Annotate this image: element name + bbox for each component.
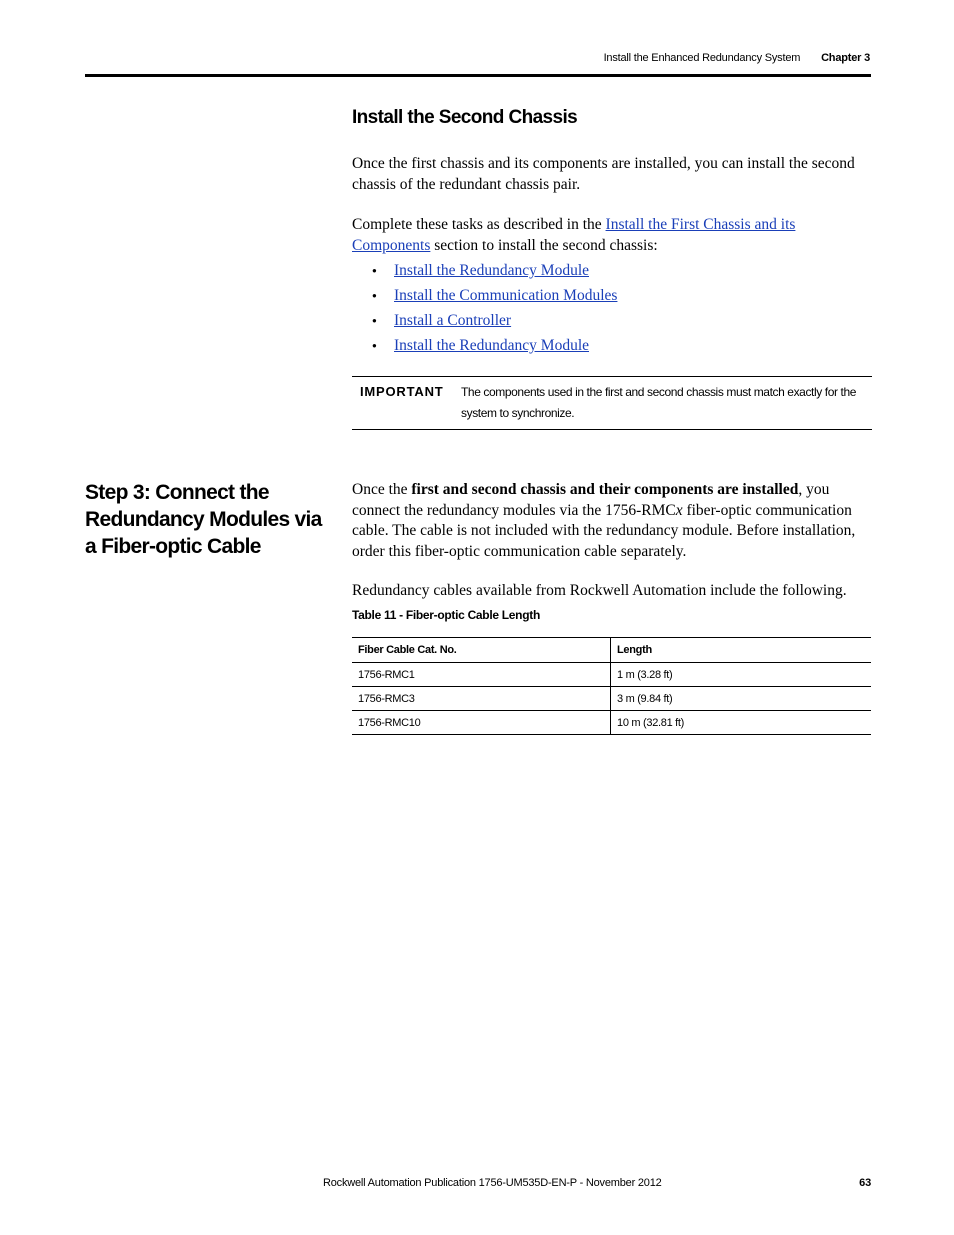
table-row xyxy=(352,663,871,687)
connect-text-a: Once the xyxy=(352,481,412,498)
connect-text-italic: x xyxy=(675,501,683,519)
connect-text-bold: first and second chassis and their components are installed xyxy=(411,481,799,498)
connect-text-c: fiber-optic communication cable. The cable is not included with the redundancy module. Before installation, order this fiber-optic communication cable separately. xyxy=(352,501,856,560)
tasks-text-post: section to install the second chassis: xyxy=(430,236,658,254)
table-header-row xyxy=(352,638,871,663)
page-number: 63 xyxy=(859,1177,871,1189)
table-row xyxy=(352,711,871,735)
task-list xyxy=(372,261,617,361)
important-label: IMPORTANT xyxy=(360,384,444,399)
table-row xyxy=(352,687,871,711)
link-install-first-chassis[interactable]: Install the First Chassis and its Components xyxy=(352,216,796,254)
section-heading-step-3: Step 3: Connect the Redundancy Modules via a Fiber-optic Cable xyxy=(85,481,322,558)
column-header-cat-no: Fiber Cable Cat. No. xyxy=(352,638,611,663)
cell-cat-no: 1756-RMC3 xyxy=(352,687,611,711)
cable-length-table xyxy=(352,637,871,735)
paragraph-connect xyxy=(352,480,874,562)
column-header-length: Length xyxy=(611,638,872,663)
cell-length: 1 m (3.28 ft) xyxy=(611,663,872,687)
list-item xyxy=(372,261,617,286)
important-text: The components used in the first and second chassis must match exactly for the system to synchronize. xyxy=(461,385,857,420)
link-install-redundancy-module-2[interactable]: Install the Redundancy Module xyxy=(394,337,589,354)
list-item xyxy=(372,286,617,311)
section-heading-install-second-chassis: Install the Second Chassis xyxy=(352,107,578,128)
link-install-communication-modules[interactable]: Install the Communication Modules xyxy=(394,287,618,304)
header-title: Install the Enhanced Redundancy System xyxy=(603,52,801,64)
footer-publication: Rockwell Automation Publication 1756-UM535D-EN-P - November 2012 xyxy=(323,1177,662,1189)
cell-cat-no: 1756-RMC1 xyxy=(352,663,611,687)
tasks-text-pre: Complete these tasks as described in the xyxy=(352,216,606,233)
cell-length: 3 m (9.84 ft) xyxy=(611,687,872,711)
header-rule xyxy=(85,74,871,77)
paragraph-tasks xyxy=(352,215,874,256)
link-install-controller[interactable]: Install a Controller xyxy=(394,312,512,329)
header-chapter: Chapter 3 xyxy=(821,52,870,64)
paragraph-cables: Redundancy cables available from Rockwell Automation include the following. xyxy=(352,582,847,599)
cell-length: 10 m (32.81 ft) xyxy=(611,711,872,735)
important-note xyxy=(352,376,872,430)
connect-text-b: , you connect the redundancy modules via the 1756-RMC xyxy=(352,481,830,519)
table-caption: Table 11 - Fiber-optic Cable Length xyxy=(352,608,540,622)
cell-cat-no: 1756-RMC10 xyxy=(352,711,611,735)
list-item xyxy=(372,311,617,336)
link-install-redundancy-module[interactable]: Install the Redundancy Module xyxy=(394,262,589,279)
paragraph-intro: Once the first chassis and its components are installed, you can install the second chassis of the redundant chassis pair. xyxy=(352,155,855,193)
list-item xyxy=(372,336,617,361)
running-header xyxy=(604,52,870,64)
